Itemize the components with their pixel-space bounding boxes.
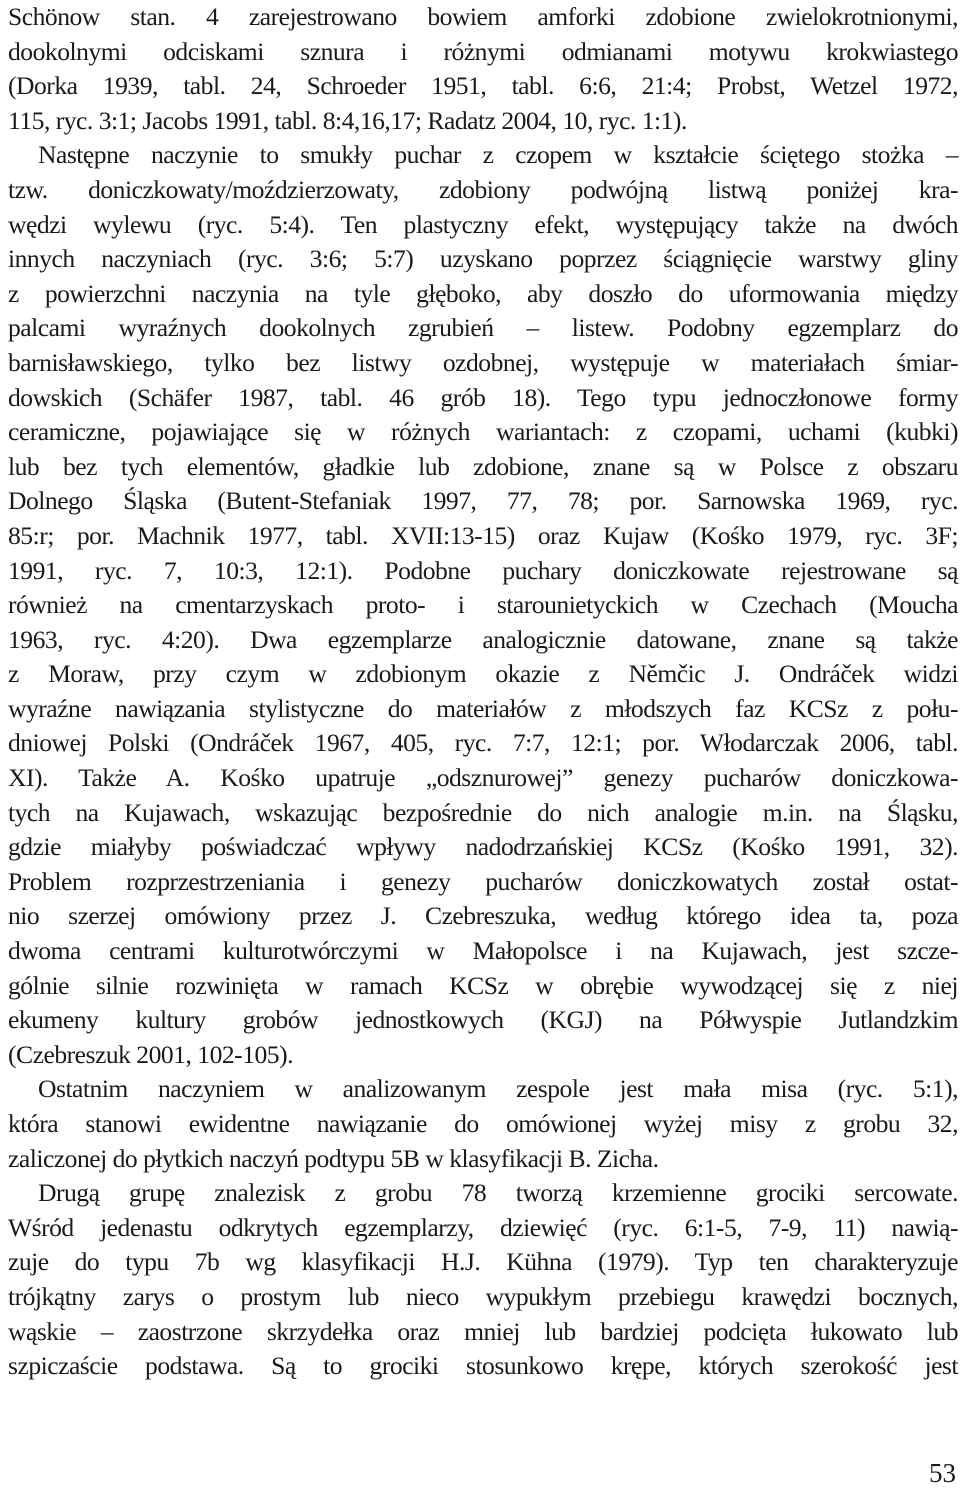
text-line: (Dorka 1939, tabl. 24, Schroeder 1951, tabl. 6:6, 21:4; Probst, Wetzel 1972,	[8, 71, 958, 101]
text-line: dniowej Polski (Ondráček 1967, 405, ryc. 7:7, 12:1; por. Włodarczak 2006, tabl.	[8, 728, 958, 758]
text-line: Dolnego Śląska (Butent-Stefaniak 1997, 77, 78; por. Sarnowska 1969, ryc.	[8, 486, 958, 516]
text-line: tzw. doniczkowaty/moździerzowaty, zdobiony podwójną listwą poniżej kra-	[8, 174, 958, 204]
text-line: Drugą grupę znalezisk z grobu 78 tworzą krzemienne grociki sercowate.	[38, 1178, 958, 1208]
text-line: barnisławskiego, tylko bez listwy ozdobnej, występuje w materiałach śmiar-	[8, 347, 958, 377]
text-line: lub bez tych elementów, gładkie lub zdobione, znane są w Polsce z obszaru	[8, 451, 958, 481]
text-line: ekumeny kultury grobów jednostkowych (KGJ) na Półwyspie Jutlandzkim	[8, 1005, 958, 1035]
text-line: 1991, ryc. 7, 10:3, 12:1). Podobne puchary doniczkowate rejestrowane są	[8, 555, 958, 585]
text-line: zaliczonej do płytkich naczyń podtypu 5B w klasyfikacji B. Zicha.	[8, 1143, 659, 1173]
text-line: 1963, ryc. 4:20). Dwa egzemplarze analogicznie datowane, znane są także	[8, 624, 958, 654]
text-line: tych na Kujawach, wskazując bezpośrednie do nich analogie m.in. na Śląsku,	[8, 797, 958, 827]
text-line: gólnie silnie rozwinięta w ramach KCSz w obrębie wywodzącej się z niej	[8, 970, 958, 1000]
text-line: dowskich (Schäfer 1987, tabl. 46 grób 18). Tego typu jednoczłonowe formy	[8, 382, 958, 412]
text-line: Następne naczynie to smukły puchar z czopem w kształcie ściętego stożka –	[38, 140, 958, 170]
text-line: wędzi wylewu (ryc. 5:4). Ten plastyczny efekt, występujący także na dwóch	[8, 209, 958, 239]
text-line: zuje do typu 7b wg klasyfikacji H.J. Kühna (1979). Typ ten charakteryzuje	[8, 1247, 958, 1277]
text-line: innych naczyniach (ryc. 3:6; 5:7) uzyskano poprzez ściągnięcie warstwy gliny	[8, 244, 958, 274]
text-line: Schönow stan. 4 zarejestrowano bowiem amforki zdobione zwielokrotnionymi,	[8, 2, 958, 31]
text-line: (Czebreszuk 2001, 102-105).	[8, 1039, 294, 1069]
document-body	[8, 0, 958, 1384]
text-line: trójkątny zarys o prostym lub nieco wypukłym przebiegu krawędzi bocznych,	[8, 1281, 958, 1311]
text-line: wyraźne nawiązania stylistyczne do materiałów z młodszych faz KCSz z połu-	[8, 693, 958, 723]
text-line: Ostatnim naczyniem w analizowanym zespole jest mała misa (ryc. 5:1),	[38, 1074, 958, 1104]
text-line: z Moraw, przy czym w zdobionym okazie z Němčic J. Ondráček widzi	[8, 659, 958, 689]
text-line: gdzie miałyby poświadczać wpływy nadodrzańskiej KCSz (Kośko 1991, 32).	[8, 832, 958, 862]
text-line: również na cmentarzyskach proto- i starounietyckich w Czechach (Moucha	[8, 590, 958, 620]
text-line: szpiczaście podstawa. Są to grociki stosunkowo krępe, których szerokość jest	[8, 1351, 958, 1381]
text-line: 115, ryc. 3:1; Jacobs 1991, tabl. 8:4,16,17; Radatz 2004, 10, ryc. 1:1).	[8, 105, 687, 135]
text-line: palcami wyraźnych dookolnych zgrubień – listew. Podobny egzemplarz do	[8, 313, 958, 343]
text-line: która stanowi ewidentne nawiązanie do omówionej wyżej misy z grobu 32,	[8, 1109, 958, 1138]
text-line: ceramiczne, pojawiające się w różnych wariantach: z czopami, uchami (kubki)	[8, 417, 958, 447]
text-line: z powierzchni naczynia na tyle głęboko, aby doszło do uformowania między	[8, 278, 958, 308]
text-line: nio szerzej omówiony przez J. Czebreszuka, według którego idea ta, poza	[8, 901, 958, 931]
text-line: XI). Także A. Kośko upatruje „odsznurowej” genezy pucharów doniczkowa-	[8, 763, 958, 793]
text-line: dwoma centrami kulturotwórczymi w Małopolsce i na Kujawach, jest szcze-	[8, 936, 958, 966]
text-line: Problem rozprzestrzeniania i genezy pucharów doniczkowatych został ostat-	[8, 866, 958, 896]
page-number: 53	[929, 1458, 956, 1488]
text-line: Wśród jedenastu odkrytych egzemplarzy, dziewięć (ryc. 6:1-5, 7-9, 11) nawią-	[8, 1212, 958, 1242]
text-line: 85:r; por. Machnik 1977, tabl. XVII:13-15) oraz Kujaw (Kośko 1979, ryc. 3F;	[8, 520, 958, 550]
text-line: dookolnymi odciskami sznura i różnymi odmianami motywu krokwiastego	[8, 36, 958, 66]
text-line: wąskie – zaostrzone skrzydełka oraz mniej lub bardziej podcięta łukowato lub	[8, 1316, 958, 1346]
